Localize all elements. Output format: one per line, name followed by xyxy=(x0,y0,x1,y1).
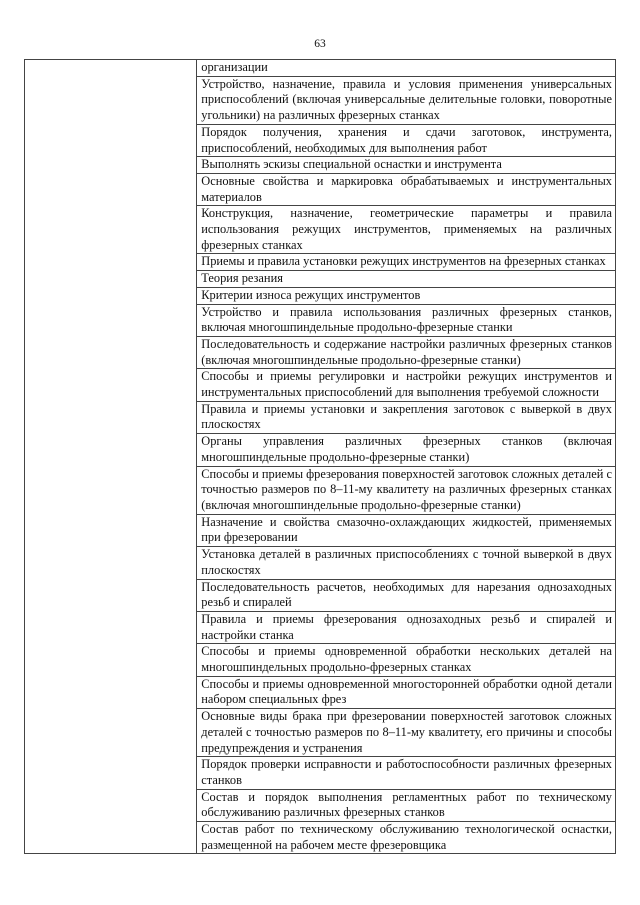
knowledge-item-cell: Назначение и свойства смазочно-охлаждающих жидкостей, применяемых при фрезеровании xyxy=(197,514,616,546)
knowledge-item-cell: Выполнять эскизы специальной оснастки и инструмента xyxy=(197,157,616,174)
knowledge-item-cell: Основные свойства и маркировка обрабатываемых и инструментальных материалов xyxy=(197,173,616,205)
knowledge-item-cell: Последовательность расчетов, необходимых для нарезания однозаходных резьб и спиралей xyxy=(197,579,616,611)
knowledge-item-cell: Устройство, назначение, правила и условия применения универсальных приспособлений (включая универсальные делительные головки, поворотные угольники) на различных фрезерных станках xyxy=(197,76,616,124)
knowledge-item-cell: Последовательность и содержание настройки различных фрезерных станков (включая многошпиндельные продольно-фрезерные станки) xyxy=(197,336,616,368)
knowledge-item-cell: Способы и приемы одновременной многосторонней обработки одной детали набором специальных фрез xyxy=(197,676,616,708)
knowledge-item-cell: Конструкция, назначение, геометрические параметры и правила использования режущих инструментов, применяемых на различных фрезерных станках xyxy=(197,206,616,254)
knowledge-item-cell: Установка деталей в различных приспособлениях с точной выверкой в двух плоскостях xyxy=(197,547,616,579)
requirements-table xyxy=(24,59,616,854)
knowledge-item-cell: Состав работ по техническому обслуживанию технологической оснастки, размещенной на рабочем месте фрезеровщика xyxy=(197,822,616,854)
knowledge-item-cell: Состав и порядок выполнения регламентных работ по техническому обслуживанию различных фрезерных станков xyxy=(197,789,616,821)
knowledge-item-cell: Порядок проверки исправности и работоспособности различных фрезерных станков xyxy=(197,757,616,789)
knowledge-item-cell: Критерии износа режущих инструментов xyxy=(197,287,616,304)
empty-left-cell xyxy=(25,60,197,854)
knowledge-item-cell: Основные виды брака при фрезеровании поверхностей заготовок сложных деталей с точностью размеров по 8–11-му квалитету, его причины и способы предупреждения и устранения xyxy=(197,709,616,757)
knowledge-item-cell: Правила и приемы установки и закрепления заготовок с выверкой в двух плоскостях xyxy=(197,401,616,433)
knowledge-item-cell: Органы управления различных фрезерных станков (включая многошпиндельные продольно-фрезерные станки) xyxy=(197,434,616,466)
knowledge-item-cell: Правила и приемы фрезерования однозаходных резьб и спиралей и настройки станка xyxy=(197,611,616,643)
knowledge-item-cell: Способы и приемы одновременной обработки нескольких деталей на многошпиндельных продольно-фрезерных станках xyxy=(197,644,616,676)
knowledge-item-cell: Приемы и правила установки режущих инструментов на фрезерных станках xyxy=(197,254,616,271)
page-number: 63 xyxy=(314,38,326,50)
knowledge-item-cell: Способы и приемы регулировки и настройки режущих инструментов и инструментальных приспособлений для выполнения требуемой сложности xyxy=(197,369,616,401)
knowledge-item-cell: Порядок получения, хранения и сдачи заготовок, инструмента, приспособлений, необходимых для выполнения работ xyxy=(197,124,616,156)
knowledge-item-cell: Теория резания xyxy=(197,271,616,288)
knowledge-item-cell: Устройство и правила использования различных фрезерных станков, включая многошпиндельные продольно-фрезерные станки xyxy=(197,304,616,336)
table-body xyxy=(25,60,616,854)
knowledge-item-cell: Способы и приемы фрезерования поверхностей заготовок сложных деталей с точностью размеров по 8–11-му квалитету на различных фрезерных станках (включая многошпиндельные продольно-фрезерные станки) xyxy=(197,466,616,514)
knowledge-item-cell: организации xyxy=(197,60,616,77)
table-row xyxy=(25,60,616,77)
